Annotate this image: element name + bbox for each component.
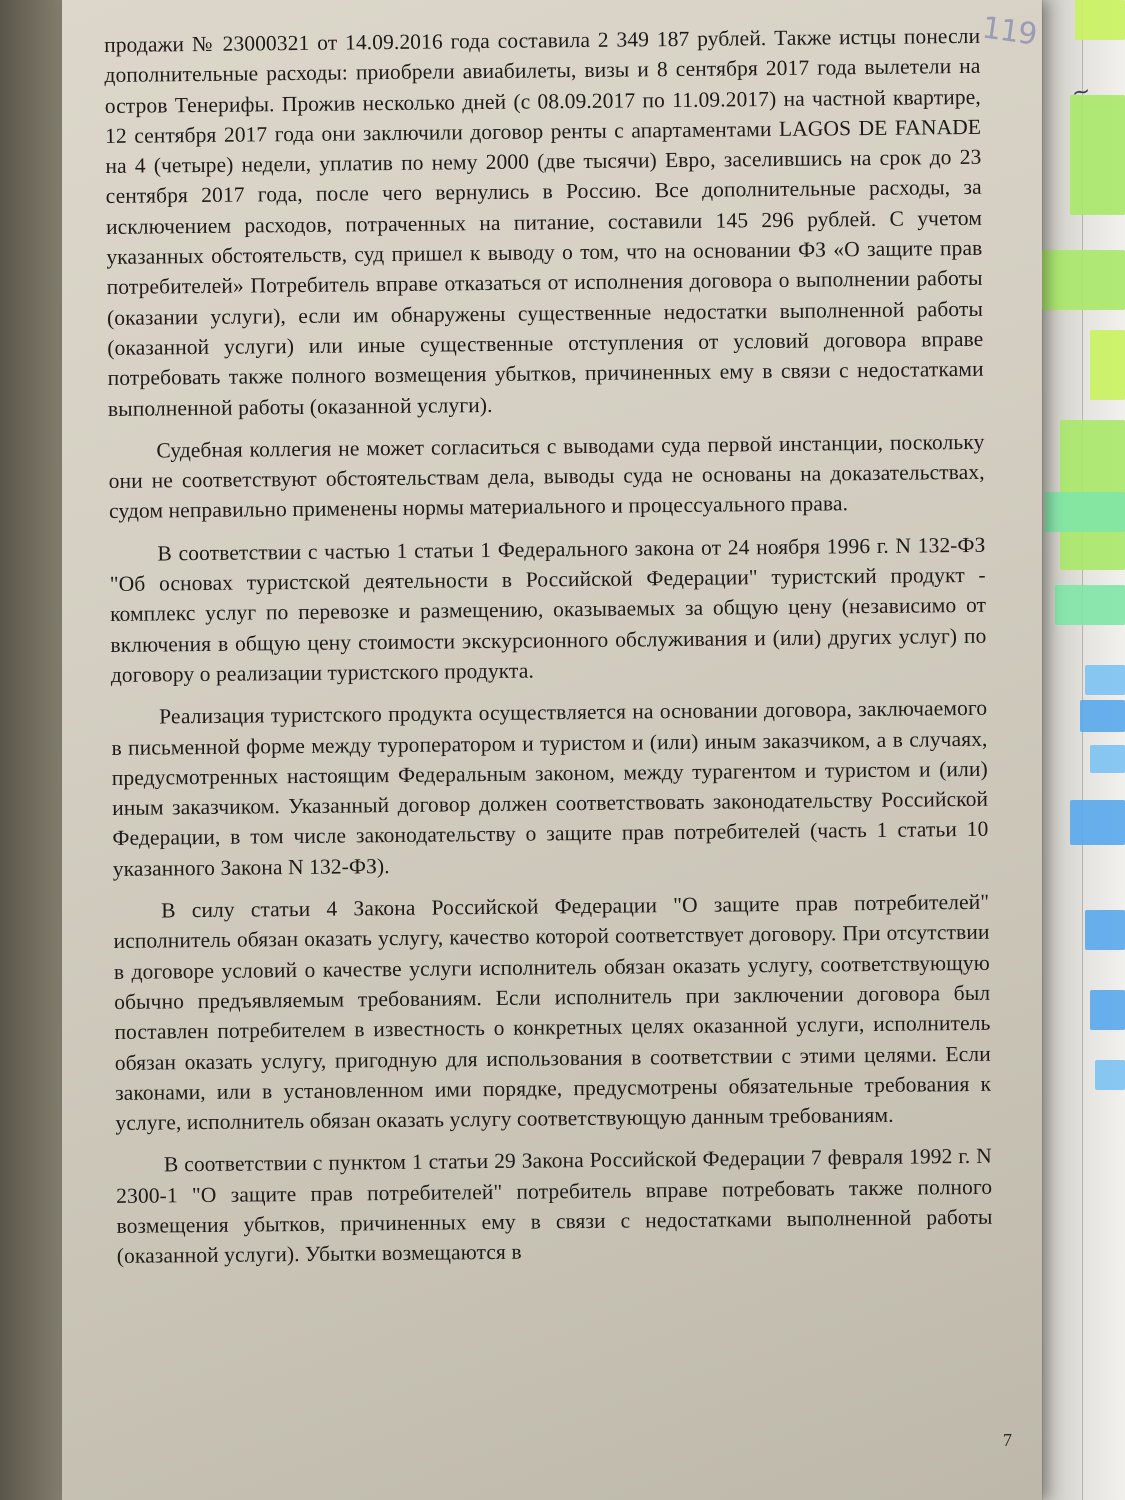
paragraph: продажи № 23000321 от 14.09.2016 года составила 2 349 187 рублей. Также истцы понесли дополнительные расходы: приобрели авиабилеты, визы и 8 сентября 2017 года вылетели на остров Тенерифы. Прожив несколько дней (с 08.09.2017 по 11.09.2017) на частной квартире, 12 сентября 2017 года они заключили договор ренты с апартаментами LAGOS DE FANADE на 4 (четыре) недели, уплатив по нему 2000 (две тысячи) Евро, заселившись на срок до 23 сентября 2017 года, после чего вернулись в Россию. Все дополнительные расходы, за исключением расходов, потраченных на питание, составили 145 296 рублей. С учетом указанных обстоятельств, суд пришел к выводу о том, что на основании ФЗ «О защите прав потребителей» Потребитель вправе отказаться от исполнения договора о выполнении работы (оказании услуги), если им обнаружены существенные недостатки выполненной работы (оказанной услуги) или иные существенные отступления от условий договора вправе потребовать также полного возмещения убытков, причиненных ему в связи с недостатками выполненной работы (оказанной услуги). [104, 23, 984, 421]
sticky-tab [1070, 800, 1125, 845]
page-number: 7 [1003, 1430, 1012, 1450]
sticky-tab [1090, 330, 1125, 400]
paragraph: Реализация туристского продукта осуществляется на основании договора, заключаемого в письменной форме между туроператором и туристом и (или) иным заказчиком, а в случаях, предусмотренных настоящим Федеральным законом, между турагентом и туристом и (или) иным заказчиком. Указанный договор должен соответствовать законодательству Российской Федерации, в том числе законодательству о защите прав потребителей (часть 1 статьи 10 указанного Закона N 132-ФЗ). [111, 696, 989, 881]
paragraph: Судебная коллегия не может согласиться с выводами суда первой инстанции, поскольку они не соответствуют обстоятельствам дела, выводы суда не основаны на доказательствах, судом неправильно применены нормы материального и процессуального права. [108, 429, 985, 524]
sticky-tab [1095, 1060, 1125, 1090]
paragraph: В соответствии с пунктом 1 статьи 29 Закона Российской Федерации 7 февраля 1992 г. N 2300-1 "О защите прав потребителей" потребитель вправе потребовать также полного возмещения убытков, причиненных ему в связи с недостатками выполненной работы (оказанной услуги). Убытки возмещаются в [116, 1144, 993, 1269]
sticky-tab [1090, 990, 1125, 1030]
sticky-tab [1045, 492, 1125, 532]
sticky-tab [1055, 585, 1125, 625]
sticky-tab [1085, 665, 1125, 695]
handwritten-page-mark: 119 [979, 10, 1039, 53]
sticky-tab [1085, 910, 1125, 950]
paragraph: В силу статьи 4 Закона Российской Федерации "О защите прав потребителей" исполнитель обязан оказать услугу, качество которой соответствует договору. При отсутствии в договоре условий о качестве услуги исполнитель обязан оказать услугу, соответствующую обычно предъявляемым требованиям. Если исполнитель при заключении договора был поставлен потребителем в известность о конкретных целях оказанной услуги, исполнитель обязан оказать услугу, пригодную для использования в соответствии с этими целями. Если законами, или в установленном ими порядке, предусмотрены обязательные требования к услуге, исполнитель обязан оказать услугу соответствующую данным требованиям. [113, 889, 992, 1136]
sticky-tab [1090, 745, 1125, 773]
background-left [0, 0, 70, 1500]
sticky-tab [1075, 0, 1125, 40]
page-stack-edge [1042, 0, 1083, 1500]
document-body [104, 21, 993, 1272]
sticky-tab [1080, 700, 1125, 732]
edge-handwriting: ~ [1069, 78, 1093, 107]
sticky-tab [1070, 95, 1125, 215]
paragraph: В соответствии с частью 1 статьи 1 Федерального закона от 24 ноября 1996 г. N 132-ФЗ "Об основах туристской деятельности в Российской Федерации" туристский продукт - комплекс услуг по перевозке и размещению, оказываемых за общую цену (независимо от включения в общую цену стоимости экскурсионного обслуживания и (или) других услуг) по договору о реализации туристского продукта. [109, 532, 987, 687]
